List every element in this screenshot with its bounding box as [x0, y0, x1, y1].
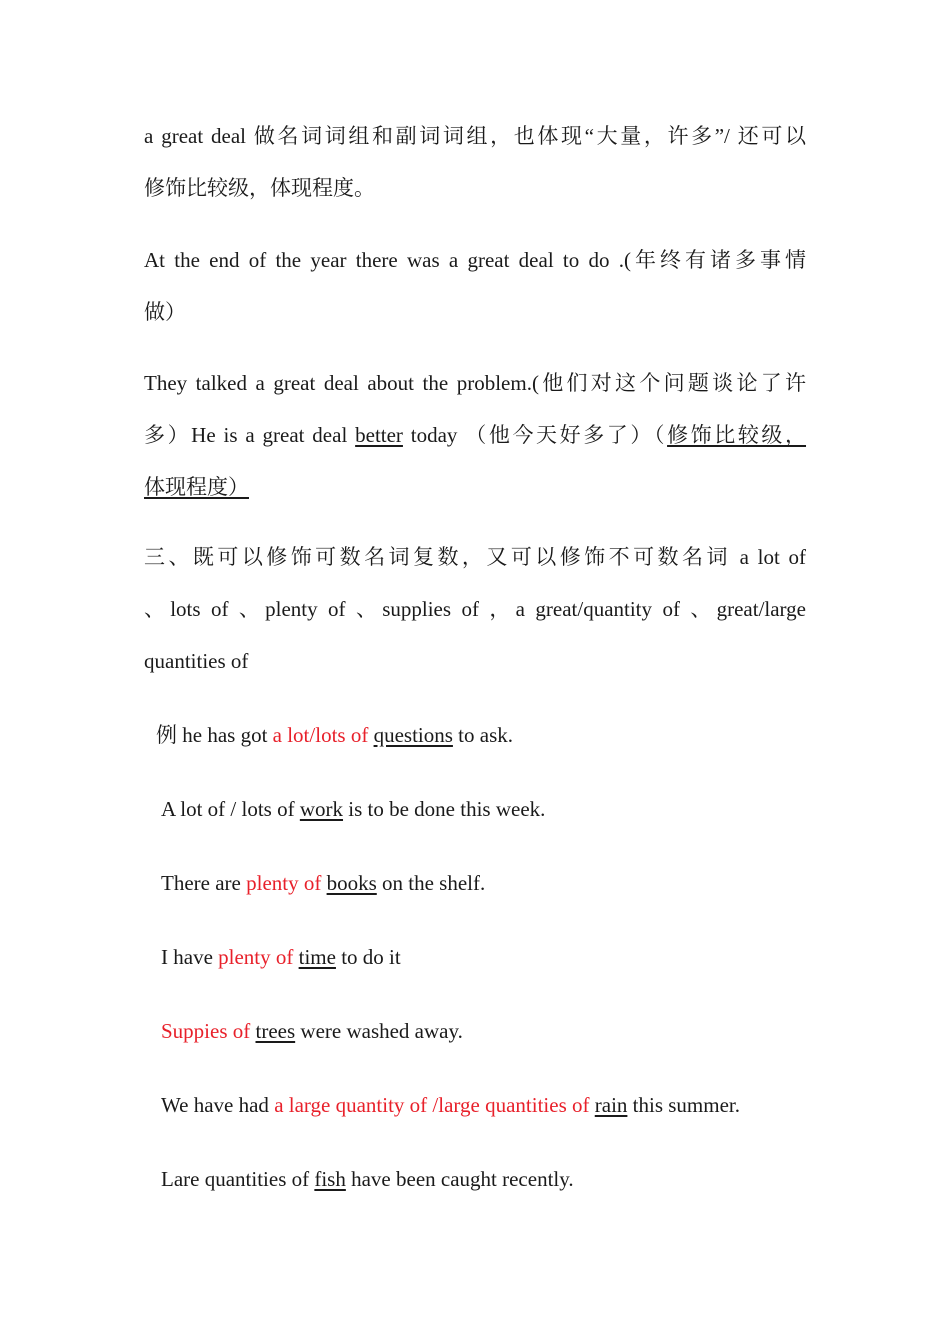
example-sentence	[161, 1090, 740, 1120]
paragraph-great-deal-usage	[144, 110, 806, 214]
underlined-note: 体现程度）	[144, 475, 249, 499]
text-run: I have	[161, 945, 219, 969]
highlighted-phrase: plenty of	[218, 945, 294, 969]
example-sentence	[161, 1016, 463, 1046]
underlined-noun: trees	[255, 1019, 296, 1043]
paragraph-line: 三、既可以修饰可数名词复数，又可以修饰不可数名词 a lot of	[144, 545, 806, 569]
text-run: to do it	[335, 945, 401, 969]
example-sentence	[156, 720, 513, 750]
highlighted-phrase: a large quantity of /large quantities of	[274, 1093, 590, 1117]
text-run: to ask.	[452, 723, 513, 747]
text-run: today （他今天好多了）（	[402, 423, 668, 447]
underlined-noun: questions	[373, 723, 453, 747]
paragraph-line: They talked a great deal about the problem.(他们对这个问题谈论了许	[144, 371, 806, 395]
paragraph-line	[144, 461, 806, 513]
underlined-word: better	[355, 423, 403, 447]
paragraph-line	[144, 409, 806, 461]
paragraph-line: 做）	[144, 300, 186, 324]
text-run: Lare quantities of	[161, 1167, 315, 1191]
underlined-noun: rain	[594, 1093, 628, 1117]
text-run: is to be done this week.	[343, 797, 546, 821]
paragraph-section-three	[144, 531, 806, 687]
text-run: We have had	[161, 1093, 275, 1117]
paragraph-line: 修饰比较级，体现程度。	[144, 176, 375, 200]
text-run: on the shelf.	[376, 871, 486, 895]
text-run: A lot of / lots of	[161, 797, 300, 821]
example-sentence	[161, 942, 401, 972]
text-run: have been caught recently.	[345, 1167, 574, 1191]
paragraph-line: quantities of	[144, 649, 249, 673]
text-run: were washed away.	[295, 1019, 463, 1043]
paragraph-line: At the end of the year there was a great deal to do .(年终有诸多事情	[144, 248, 806, 272]
text-run: 多）He is a great deal	[144, 423, 356, 447]
underlined-noun: fish	[314, 1167, 346, 1191]
text-run: this summer.	[627, 1093, 740, 1117]
highlighted-phrase: plenty of	[246, 871, 322, 895]
text-run: 例 he has got	[156, 723, 273, 747]
highlighted-phrase: a lot/lots of	[272, 723, 369, 747]
text-run: There are	[161, 871, 247, 895]
underlined-note: 修饰比较级，	[667, 423, 807, 447]
example-sentence	[161, 794, 545, 824]
underlined-noun: books	[326, 871, 377, 895]
paragraph-line: a great deal 做名词词组和副词词组，也体现“大量，许多”/ 还可以	[144, 124, 806, 148]
paragraph-line: 、lots of 、plenty of 、supplies of ，a great/quantity of 、great/large	[144, 597, 806, 621]
example-sentence	[161, 1164, 574, 1194]
paragraph-example-end-of-year	[144, 234, 806, 338]
highlighted-phrase: Suppies of	[161, 1019, 251, 1043]
underlined-noun: work	[299, 797, 344, 821]
paragraph-example-talked	[144, 357, 806, 513]
underlined-noun: time	[298, 945, 336, 969]
example-sentence	[161, 868, 485, 898]
